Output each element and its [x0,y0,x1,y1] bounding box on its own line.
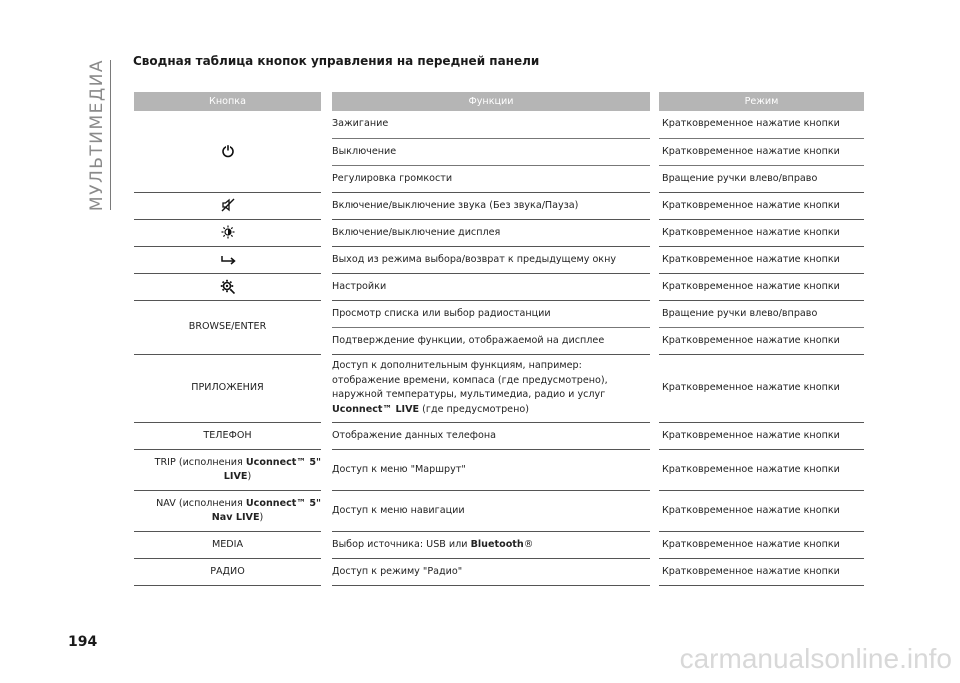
table-row [134,558,864,585]
mode-cell: Кратковременное нажатие кнопки [659,192,864,219]
table-row [134,531,864,558]
mode-cell: Кратковременное нажатие кнопки [659,449,864,490]
header-function: Функции [332,92,650,111]
mode-cell: Кратковременное нажатие кнопки [659,246,864,273]
function-cell: Просмотр списка или выбор радиостанции [332,300,650,327]
mode-cell: Кратковременное нажатие кнопки [659,531,864,558]
table-row [134,111,864,138]
mode-cell: Кратковременное нажатие кнопки [659,354,864,422]
media-function-bold: Bluetooth [470,538,524,550]
function-cell: Доступ к меню навигации [332,490,650,531]
table-row [134,300,864,327]
settings-gear-icon [220,281,235,292]
header-mode: Режим [659,92,864,111]
key-apps: ПРИЛОЖЕНИЯ [134,354,321,422]
table-row [134,354,864,422]
back-arrow-icon [220,254,236,265]
header-button: Кнопка [134,92,321,111]
table-row [134,192,864,219]
media-function-suffix: ® [523,538,534,550]
page-title: Сводная таблица кнопок управления на передней панели [133,54,540,68]
key-media: MEDIA [134,531,321,558]
trip-label-prefix: TRIP (исполнения [154,456,246,468]
media-function-prefix: Выбор источника: USB или [332,538,471,550]
mode-cell: Кратковременное нажатие кнопки [659,138,864,165]
function-cell: Подтверждение функции, отображаемой на дисплее [332,327,650,354]
key-radio: РАДИО [134,558,321,585]
nav-label-bold-2: Nav LIVE [211,511,260,523]
mode-cell: Кратковременное нажатие кнопки [659,558,864,585]
key-nav [134,490,321,531]
mode-cell: Вращение ручки влево/вправо [659,165,864,192]
function-cell: Зажигание [332,111,650,138]
mode-cell: Кратковременное нажатие кнопки [659,422,864,449]
mode-cell: Кратковременное нажатие кнопки [659,219,864,246]
apps-function-line-3: наружной температуры, мультимедиа, радио и услуг [332,389,606,400]
function-cell: Включение/выключение дисплея [332,219,650,246]
key-phone: ТЕЛЕФОН [134,422,321,449]
mode-cell: Кратковременное нажатие кнопки [659,273,864,300]
table-row [134,273,864,300]
trip-label-bold-2: LIVE [223,470,248,482]
apps-function-line-1: Доступ к дополнительным функциям, например: [332,360,582,371]
function-cell [332,354,650,422]
table-row [134,246,864,273]
display-brightness-icon [221,227,235,238]
mute-icon [221,200,235,211]
function-cell [332,531,650,558]
table-header-row [134,92,864,111]
key-browse-enter: BROWSE/ENTER [134,300,321,354]
trip-label-bold: Uconnect™ 5" [245,456,321,468]
function-cell: Настройки [332,273,650,300]
watermark: carmanualsonline.info [679,643,952,674]
controls-table [134,92,864,586]
table-row [134,449,864,490]
function-cell: Включение/выключение звука (Без звука/Пауза) [332,192,650,219]
page-number: 194 [68,634,98,650]
key-trip [134,449,321,490]
nav-label-prefix: NAV (исполнения [156,497,246,509]
table-row [134,422,864,449]
function-cell: Доступ к меню "Маршрут" [332,449,650,490]
mode-cell: Вращение ручки влево/вправо [659,300,864,327]
section-tab-label: МУЛЬТИМЕДИА [87,58,107,212]
trip-label-suffix: ) [247,470,252,482]
apps-function-line-2: отображение времени, компаса (где предусмотрено), [332,374,608,386]
apps-function-tail: (где предусмотрено) [419,403,529,415]
mode-cell: Кратковременное нажатие кнопки [659,327,864,354]
function-cell: Выключение [332,138,650,165]
table-row [134,490,864,531]
nav-label-bold: Uconnect™ 5" [245,497,321,509]
mode-cell: Кратковременное нажатие кнопки [659,490,864,531]
function-cell: Регулировка громкости [332,165,650,192]
mode-cell: Кратковременное нажатие кнопки [659,111,864,138]
apps-function-bold: Uconnect™ LIVE [332,403,420,415]
function-cell: Доступ к режиму "Радио" [332,558,650,585]
function-cell: Выход из режима выбора/возврат к предыдущему окну [332,246,650,273]
nav-label-suffix: ) [259,511,264,523]
function-cell: Отображение данных телефона [332,422,650,449]
power-icon [221,146,235,157]
table-row [134,219,864,246]
